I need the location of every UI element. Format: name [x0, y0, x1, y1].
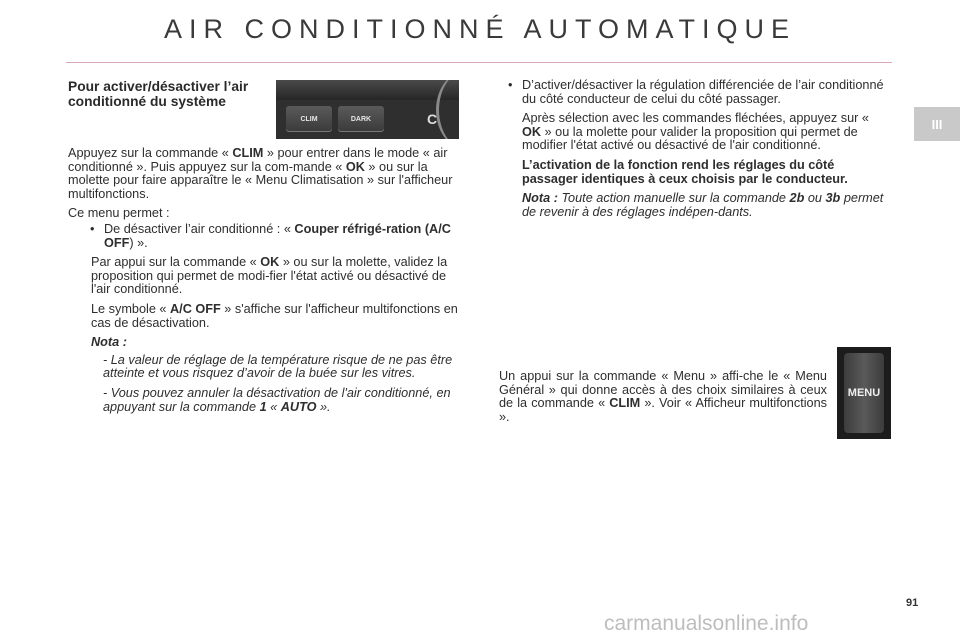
- bullet-ac-off: • De désactiver l’air conditionné : « Couper réfrigé-ration (A/C OFF) ».: [90, 221, 451, 250]
- photo-c-button: C: [426, 111, 438, 127]
- section-heading: Pour activer/désactiver l’air conditionné du système: [68, 79, 249, 109]
- clim-buttons-photo: [276, 80, 459, 139]
- nota-item-2: - Vous pouvez annuler la désactivation de l'air conditionné, en appuyant sur la commande 1 « AUTO ».: [103, 385, 451, 414]
- nota-label: Nota :: [91, 335, 127, 350]
- symbol-paragraph: Le symbole « A/C OFF » s'affiche sur l'afficheur multifonctions en cas de désactivation.: [91, 301, 458, 330]
- photo-dark-button: DARK: [338, 106, 384, 132]
- activation-bold-paragraph: L’activation de la fonction rend les réglages du côté passager identiques à ceux choisis par le conducteur.: [522, 157, 848, 186]
- section-tab: III: [914, 107, 960, 141]
- bullet-dual-zone: • D’activer/désactiver la régulation différenciée de l’air conditionné du côté conducteur de celui du côté passager.: [508, 78, 884, 106]
- menu-paragraph: Un appui sur la commande « Menu » affi-che le « Menu Général » qui donne accès à des choix similaires à ceux de la commande « CLIM ». Voir « Afficheur multifonctions ».: [499, 369, 827, 424]
- photo-panel-strip: [276, 80, 459, 100]
- page-number: 91: [906, 597, 919, 609]
- page-title: AIR CONDITIONNÉ AUTOMATIQUE: [163, 14, 797, 44]
- arrow-selection-paragraph: Après sélection avec les commandes fléchées, appuyez sur « OK » ou la molette pour valider la proposition qui permet de modifier l'état activé ou désactivé de l'air conditionné.: [522, 111, 869, 153]
- press-ok-paragraph: Par appui sur la commande « OK » ou sur la molette, validez la proposition qui permet de modi-fier l'état activé ou désactivé de l'air conditionné.: [91, 255, 448, 297]
- intro-paragraph: Appuyez sur la commande « CLIM » pour entrer dans le mode « air conditionné ». Puis appuyez sur la com-mande « OK » ou sur la molette pour faire apparaître le « Menu Climatisation » sur l'afficheur multifonctions.: [68, 146, 453, 201]
- right-column: [508, 79, 884, 225]
- title-divider: [66, 62, 892, 63]
- right-nota: Nota : Toute action manuelle sur la commande 2b ou 3b permet de revenir à des réglages indépen-dants.: [522, 191, 884, 219]
- left-column: [68, 147, 460, 420]
- menu-button-photo: [837, 347, 891, 439]
- menu-allows-text: Ce menu permet :: [68, 206, 170, 221]
- photo-clim-button: CLIM: [286, 106, 332, 132]
- nota-item-1: - La valeur de réglage de la température risque de ne pas être atteinte et vous risquez d’avoir de la buée sur les vitres.: [103, 352, 453, 381]
- photo-menu-button: MENU: [844, 353, 884, 433]
- watermark: carmanualsonline.info: [604, 612, 809, 635]
